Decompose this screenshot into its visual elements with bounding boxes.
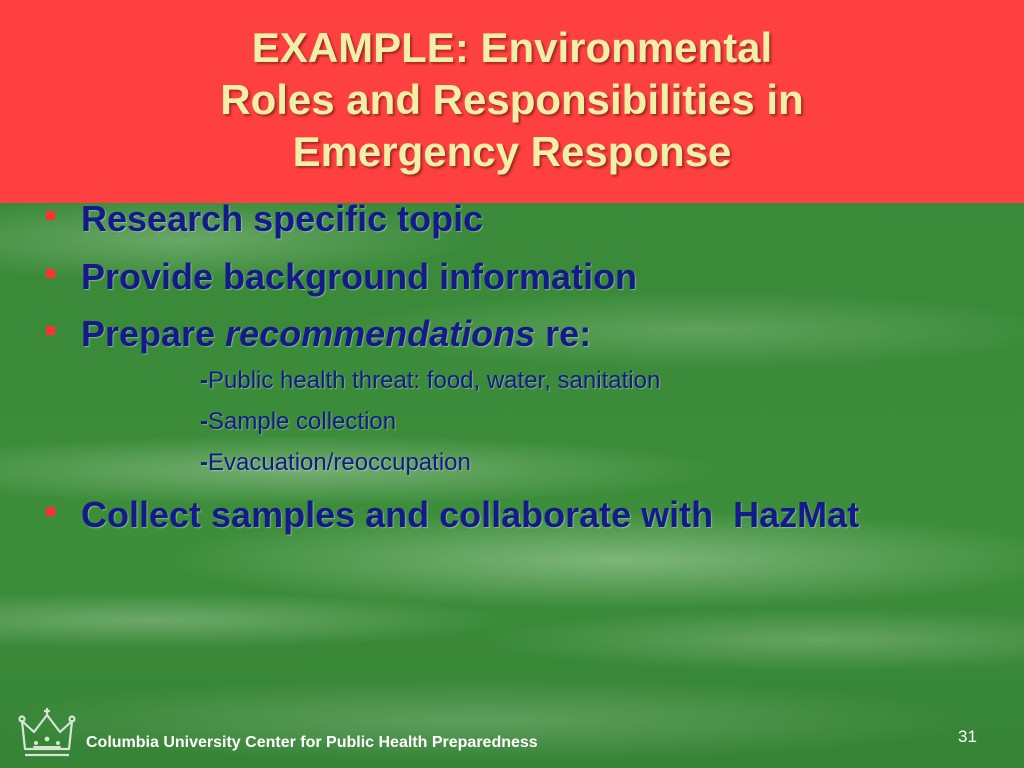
sub-item-text: Sample collection	[208, 408, 397, 435]
bullet-text: Provide background information	[81, 256, 638, 297]
bullet-marker	[46, 269, 55, 278]
bullet-marker	[46, 211, 55, 220]
sub-item-evacuation	[200, 449, 471, 477]
sub-item-dash: -	[200, 408, 208, 435]
sub-item-dash: -	[200, 449, 208, 476]
bullet-item-prepare	[46, 314, 591, 354]
bullet-text: Research specific topic	[81, 198, 484, 239]
sub-item-dash: -	[200, 367, 208, 394]
sub-item-text: Evacuation/reoccupation	[208, 449, 471, 476]
title-line-1: EXAMPLE: Environmental	[251, 24, 773, 71]
crown-icon	[17, 705, 77, 761]
bullet-marker	[46, 326, 55, 335]
bullet-text: Collect samples and collaborate with HazMat	[81, 494, 860, 535]
bullet-text: re:	[535, 313, 592, 354]
bullet-text: Prepare	[81, 313, 226, 354]
sub-item-public-health	[200, 367, 660, 395]
sub-item-text: Public health threat: food, water, sanitation	[208, 367, 661, 394]
sub-item-sample-collection	[200, 408, 396, 436]
bullet-marker	[46, 507, 55, 516]
page-number: 31	[958, 727, 977, 746]
footer-organization: Columbia University Center for Public Health Preparedness	[86, 734, 538, 751]
bullet-item-collect	[46, 495, 859, 535]
bullet-item-background	[46, 257, 637, 297]
title-bar	[0, 0, 1024, 203]
title-line-3: Emergency Response	[292, 128, 732, 175]
slide-title	[0, 22, 1024, 178]
bullet-text-italic: recommendations	[225, 313, 536, 354]
title-line-2: Roles and Responsibilities in	[220, 76, 804, 123]
bullet-item-research	[46, 199, 483, 239]
